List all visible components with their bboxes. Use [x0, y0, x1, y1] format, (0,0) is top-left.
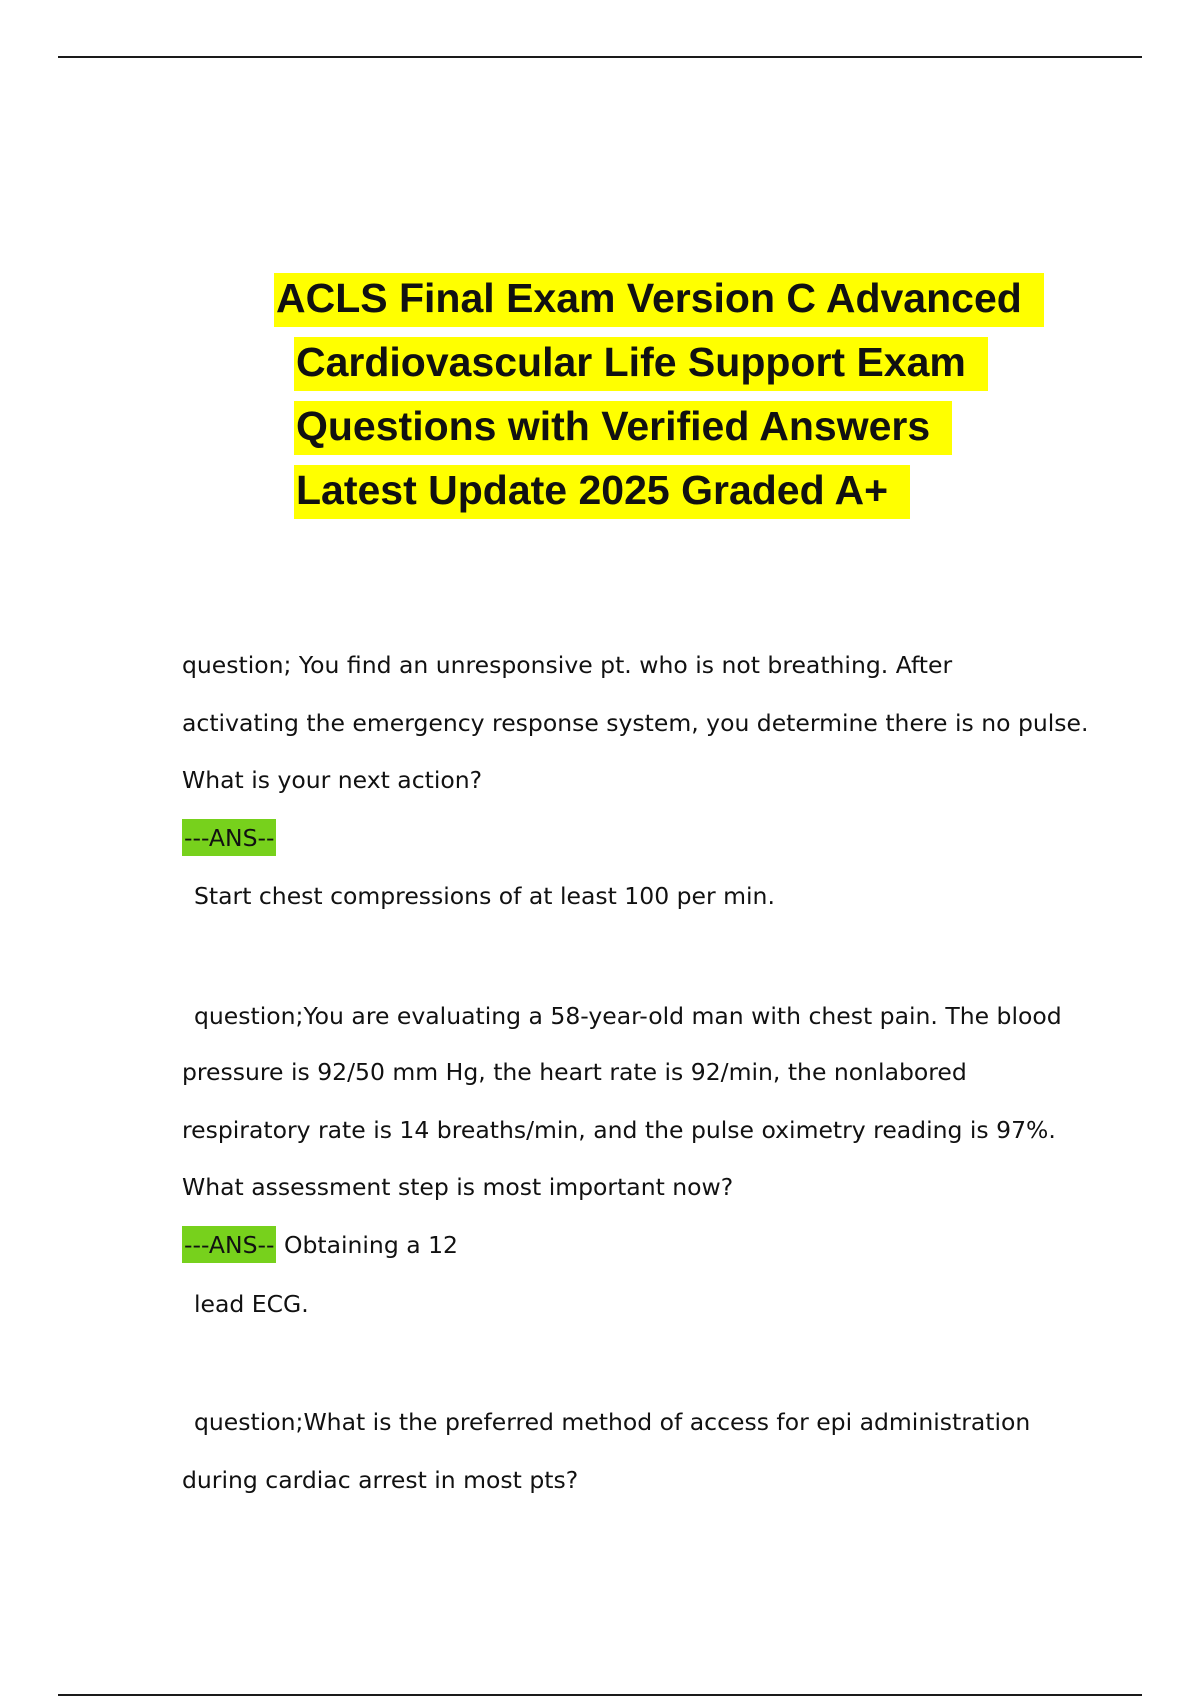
- title-line-1: ACLS Final Exam Version C Advanced: [274, 266, 1044, 330]
- question-3-line-1: question;What is the preferred method of access for epi administration: [194, 1408, 1031, 1436]
- question-2-line-4: What assessment step is most important now?: [182, 1173, 734, 1201]
- answer-marker-1: ---ANS--: [182, 823, 276, 853]
- title-line-2: Cardiovascular Life Support Exam: [294, 330, 988, 394]
- answer-marker-2: ---ANS-- Obtaining a 12: [182, 1230, 458, 1260]
- question-2-line-1: question;You are evaluating a 58-year-old man with chest pain. The blood: [194, 1002, 1062, 1030]
- answer-2-inline: Obtaining a 12: [283, 1231, 458, 1259]
- question-1-line-3: What is your next action?: [182, 766, 483, 794]
- question-1-line-2: activating the emergency response system, you determine there is no pulse.: [182, 709, 1089, 737]
- top-rule: [58, 56, 1142, 58]
- bottom-rule: [58, 1694, 1142, 1696]
- title-line-3: Questions with Verified Answers: [294, 394, 952, 458]
- question-2-line-2: pressure is 92/50 mm Hg, the heart rate is 92/min, the nonlabored: [182, 1058, 967, 1086]
- answer-1: Start chest compressions of at least 100 per min.: [194, 882, 775, 910]
- title-line-4: Latest Update 2025 Graded A+: [294, 458, 910, 522]
- answer-2: lead ECG.: [194, 1290, 309, 1318]
- question-1-line-1: question; You find an unresponsive pt. who is not breathing. After: [182, 651, 953, 679]
- question-3-line-2: during cardiac arrest in most pts?: [182, 1466, 579, 1494]
- question-2-line-3: respiratory rate is 14 breaths/min, and the pulse oximetry reading is 97%.: [182, 1116, 1056, 1144]
